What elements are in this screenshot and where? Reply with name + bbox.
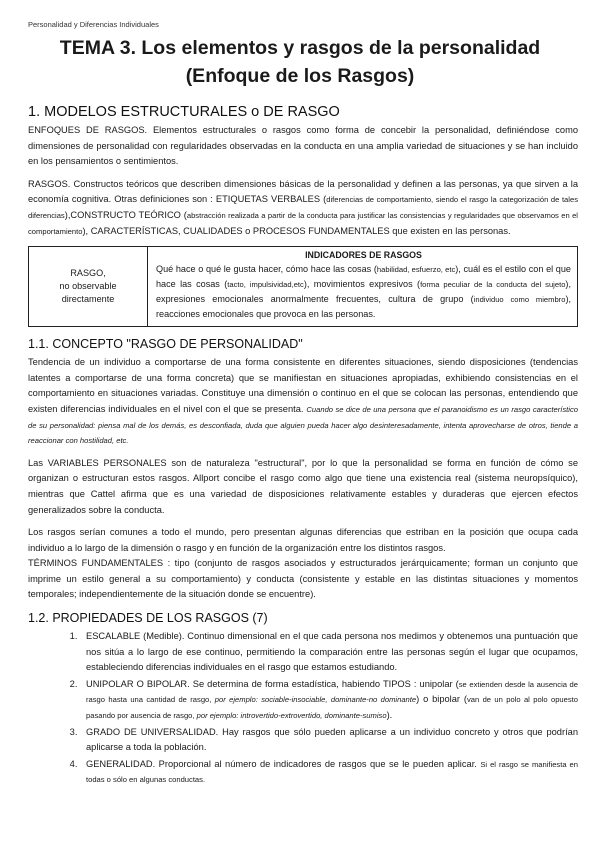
list-item: 3. GRADO DE UNIVERSALIDAD. Hay rasgos que sólo pueden aplicarse a un individuo concreto y otros que podrían aplicarse a toda la población. xyxy=(80,725,578,756)
section-1-1-heading: 1.1. CONCEPTO "RASGO DE PERSONALIDAD" xyxy=(28,337,303,352)
section-1-1-paragraph-2: Las VARIABLES PERSONALES son de naturaleza "estructural", por lo que la personalidad se forma en función de cómo se organizan o estructuran estos rasgos. Allport concibe el rasgo como algo que tiene una existencia real (sistema neuropsíquico), mientras que Cattel afirma que es una variedad de disposiciones relativamente estables y duraderas que ejercen efectos generalizados sobre la conducta. xyxy=(28,457,578,515)
section-1-paragraph-2: RASGOS. Constructos teóricos que describen dimensiones básicas de la personalidad y definen a las personas, ya que sirven a la economía cognitiva. Otras definiciones son : ETIQUETAS VERBALES (diferencias de comportamiento, siendo el rasgo la categorización de tales diferencias),CONSTRUCTO TEÓRICO (abstracción realizada a partir de la conducta para justificar las consistencias y regularidades que observamos en el comportamiento), CARACTERÍSTICAS, CUALIDADES o PROCESOS FUNDAMENTALES que existen en las personas. xyxy=(28,178,578,236)
title-line-2: (Enfoque de los Rasgos) xyxy=(185,65,415,87)
list-item: 4. GENERALIDAD. Proporcional al número de indicadores de rasgos que se le pueden aplicar. Si el rasgo se manifiesta en todas o sólo en algunas conductas. xyxy=(80,757,578,788)
running-head: Personalidad y Diferencias Individuales xyxy=(28,20,159,29)
title-line-1: TEMA 3. Los elementos y rasgos de la personalidad xyxy=(59,37,541,59)
section-1-paragraph-1: ENFOQUES DE RASGOS. Elementos estructurales o rasgos como forma de concebir la personalidad, definiéndose como dimensiones de personalidad con regularidades observadas en la conducta en una amplia variedad de situaciones y se han incluido en los pensamientos o sentimientos. xyxy=(28,125,578,167)
indicators-table xyxy=(28,246,578,327)
indicators-cell: INDICADORES DE RASGOS Qué hace o qué le gusta hacer, cómo hace las cosas (habilidad, esfuerzo, etc), cuál es el estilo con el que hace las cosas (tacto, impulsividad,etc), movimientos expresivos (forma peculiar de la conducta del sujeto), expresiones emocionales anormalmente frecuentes, cultura de grupo (individuo como miembro), reacciones emocionales que provoca en las personas. xyxy=(148,247,578,327)
properties-list xyxy=(28,629,578,788)
section-1-2-heading: 1.2. PROPIEDADES DE LOS RASGOS (7) xyxy=(28,611,268,626)
list-item: 1. ESCALABLE (Medible). Continuo dimensional en el que cada persona nos medimos y obtenemos una puntuación que nos sitúa a lo largo de ese continuo, permitiendo la comparación entre las personas según el lugar que ocupamos, estableciendo diferencias individuales en el rasgo que estamos estudiando. xyxy=(80,629,578,676)
section-1-heading: 1. MODELOS ESTRUCTURALES o DE RASGO xyxy=(28,104,340,120)
section-1-1-paragraph-3: Los rasgos serían comunes a todo el mundo, pero presentan algunas diferencias que estriban en la posición que ocupa cada individuo a lo largo de la dimensión o rasgo y en función de la organización entre los distintos rasgos. TÉRMINOS FUNDAMENTALES : tipo (conjunto de rasgos asociados y estructurados jerárquicamente; forman un conjunto que imprime un estilo general a su comportamiento) y conducta (consistente y estable en las distintas situaciones y momentos temporales; independientemente de la situación donde se encuentre). xyxy=(28,527,578,600)
document-body xyxy=(28,104,578,789)
page-title xyxy=(0,34,600,90)
list-item: 2. UNIPOLAR O BIPOLAR. Se determina de forma estadística, habiendo TIPOS : unipolar (se extienden desde la ausencia de rasgo hasta una cantidad de rasgo, por ejemplo: sociable-insociable, dominante-no dominante) o bipolar (van de un polo al polo opuesto pasando por ausencia de rasgo, por ejemplo: introvertido-extrovertido, dominante-sumiso). xyxy=(80,677,578,724)
trait-label-cell: RASGO, no observable directamente xyxy=(29,247,148,327)
indicators-header: INDICADORES DE RASGOS xyxy=(305,250,422,261)
section-1-1-paragraph-1: Tendencia de un individuo a comportarse de una forma consistente en diferentes situaciones, siendo disposiciones (tendencias latentes a comportarse de una forma concreta) que se manifiestan en situaciones apropiadas, exhibiendo consistencias en el comportamiento en situaciones variadas. Constituye una dimensión o continuo en el que se colocan las personas, entendiendo que existen diferencias individuales en el nivel con el que se presenta. Cuando se dice de una persona que el paranoidismo es un rasgo característico de su personalidad: piensa mal de los demás, es desconfiada, duda que alguien pueda hacer algo desinteresadamente, intenta aprovecharse de otros, tiende a reaccionar con hostilidad, etc. xyxy=(28,357,578,446)
